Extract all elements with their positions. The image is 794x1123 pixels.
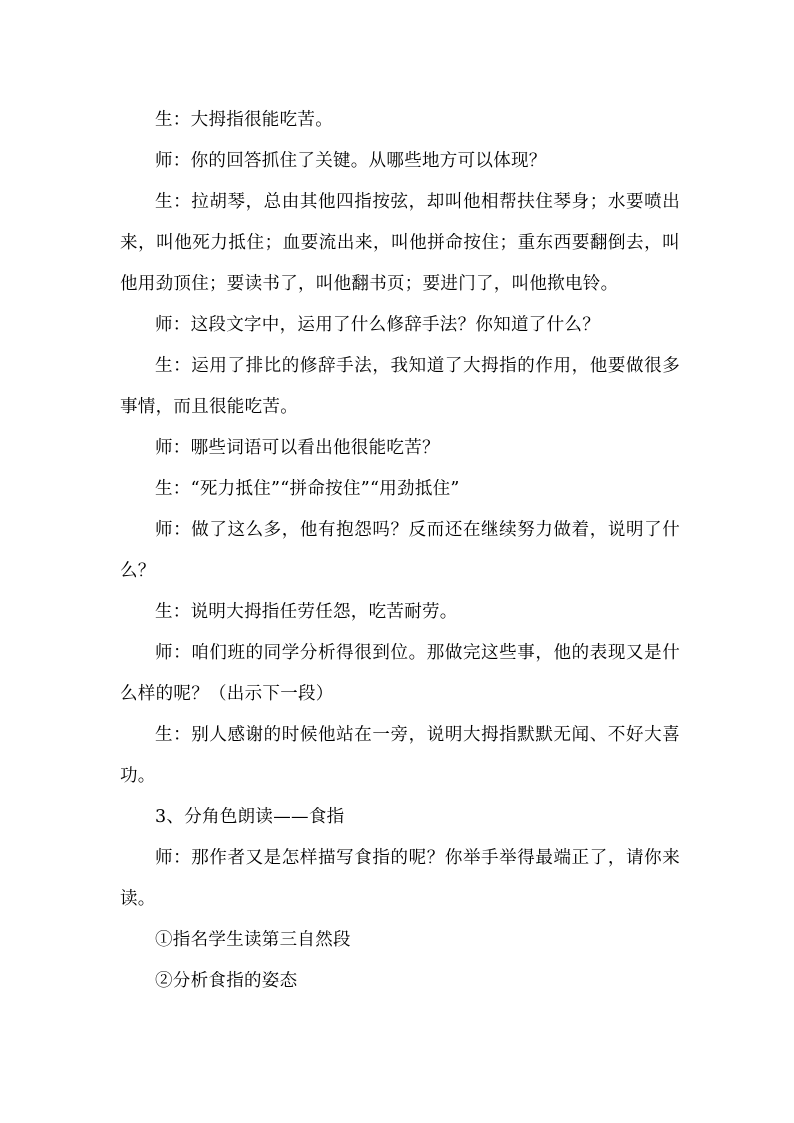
paragraph-teacher-question-6: 师：那作者又是怎样描写食指的呢？你举手举得最端正了，请你来读。: [120, 848, 680, 909]
paragraph-student-answer-1: 生：大拇指很能吃苦。: [155, 110, 333, 130]
paragraph-teacher-question-3: 师：哪些词语可以看出他很能吃苦？: [155, 438, 440, 458]
paragraph-student-answer-6: 生：别人感谢的时候他站在一旁，说明大拇指默默无闻、不好大喜功。: [120, 725, 680, 786]
paragraph-teacher-question-5: 师：咱们班的同学分析得很到位。那做完这些事，他的表现又是什么样的呢？（出示下一段）: [120, 643, 680, 704]
paragraph-student-answer-2: 生：拉胡琴，总由其他四指按弦，却叫他相帮扶住琴身；水要喷出来，叫他死力抵住；血要流出来，叫他拼命按住；重东西要翻倒去，叫他用劲顶住；要读书了，叫他翻书页；要进门了，叫他揿电铃。: [120, 192, 680, 294]
paragraph-student-answer-4: 生：“死力抵住”“拼命按住”“用劲抵住”: [155, 479, 460, 499]
paragraph-teacher-question-4: 师：做了这么多，他有抱怨吗？反而还在继续努力做着，说明了什么？: [120, 520, 680, 581]
section-heading-index-finger: 3、分角色朗读——食指: [155, 807, 345, 827]
paragraph-teacher-question-2: 师：这段文字中，运用了什么修辞手法？你知道了什么？: [155, 315, 600, 335]
list-item-step-1: ①指名学生读第三自然段: [155, 930, 351, 950]
paragraph-teacher-question-1: 师：你的回答抓住了关键。从哪些地方可以体现？: [155, 151, 547, 171]
document-body: [120, 100, 680, 1002]
list-item-step-2: ②分析食指的姿态: [155, 971, 298, 991]
paragraph-student-answer-5: 生：说明大拇指任劳任怨，吃苦耐劳。: [155, 602, 458, 622]
paragraph-student-answer-3: 生：运用了排比的修辞手法，我知道了大拇指的作用，他要做很多事情，而且很能吃苦。: [120, 356, 680, 417]
